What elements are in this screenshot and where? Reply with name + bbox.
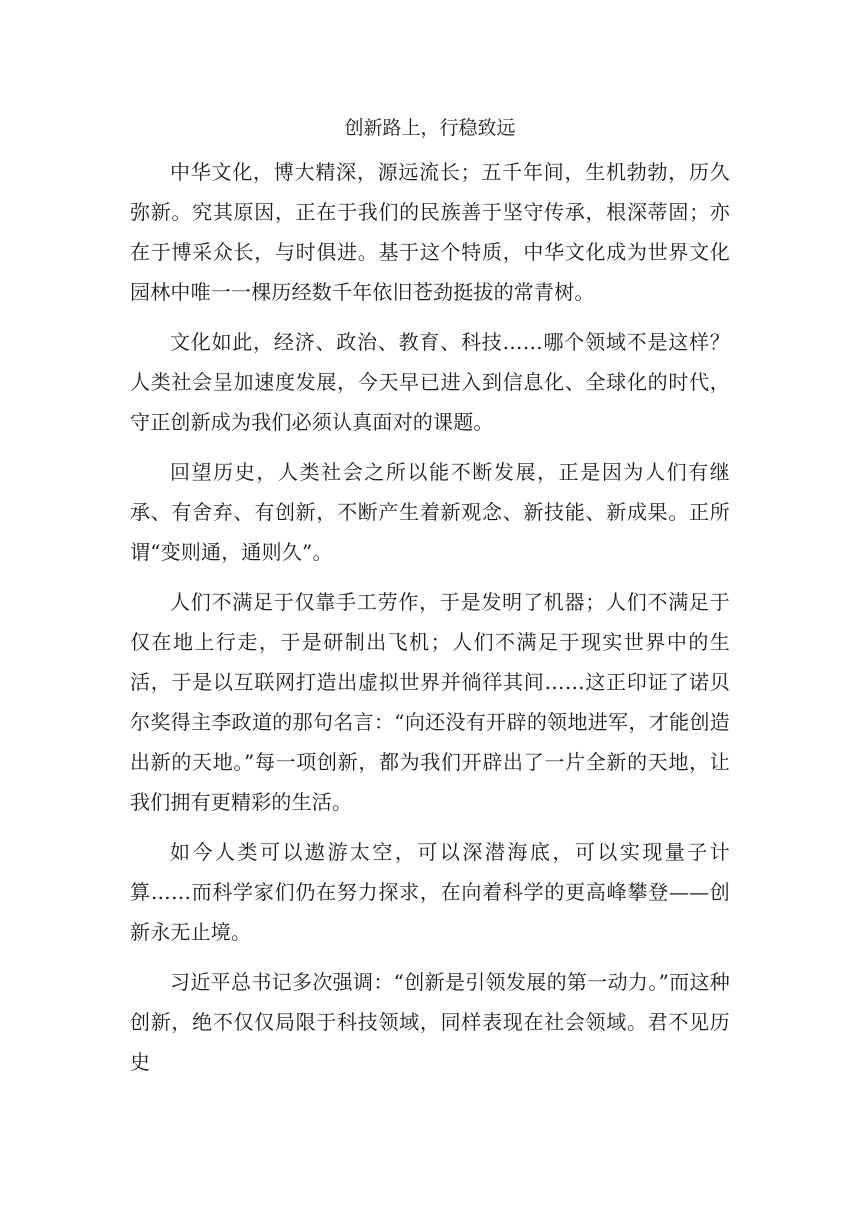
paragraph-3: 回望历史，人类社会之所以能不断发展，正是因为人们有继承、有舍弃、有创新，不断产生着新观念、新技能、新成果。正所谓“变则通，通则久”。 bbox=[130, 460, 730, 564]
document-page bbox=[130, 112, 730, 1092]
paragraph-6: 习近平总书记多次强调：“创新是引领发展的第一动力。”而这种创新，绝不仅仅局限于科技领域，同样表现在社会领域。君不见历史 bbox=[130, 970, 730, 1074]
paragraph-5: 如今人类可以遨游太空，可以深潜海底，可以实现量子计算……而科学家们仍在努力探求，在向着科学的更高峰攀登——创新永无止境。 bbox=[130, 840, 730, 944]
paragraph-1: 中华文化，博大精深，源远流长；五千年间，生机勃勃，历久弥新。究其原因，正在于我们的民族善于坚守传承，根深蒂固；亦在于博采众长，与时俱进。基于这个特质，中华文化成为世界文化园林中唯一一棵历经数千年依旧苍劲挺拔的常青树。 bbox=[130, 160, 730, 304]
paragraph-4: 人们不满足于仅靠手工劳作，于是发明了机器；人们不满足于仅在地上行走，于是研制出飞机；人们不满足于现实世界中的生活，于是以互联网打造出虚拟世界并徜徉其间……这正印证了诺贝尔奖得主李政道的那句名言：“向还没有开辟的领地进军，才能创造出新的天地。”每一项创新，都为我们开辟出了一片全新的天地，让我们拥有更精彩的生活。 bbox=[130, 590, 730, 814]
paragraph-2: 文化如此，经济、政治、教育、科技……哪个领域不是这样？人类社会呈加速度发展，今天早已进入到信息化、全球化的时代，守正创新成为我们必须认真面对的课题。 bbox=[130, 330, 730, 434]
document-title: 创新路上，行稳致远 bbox=[344, 117, 516, 139]
